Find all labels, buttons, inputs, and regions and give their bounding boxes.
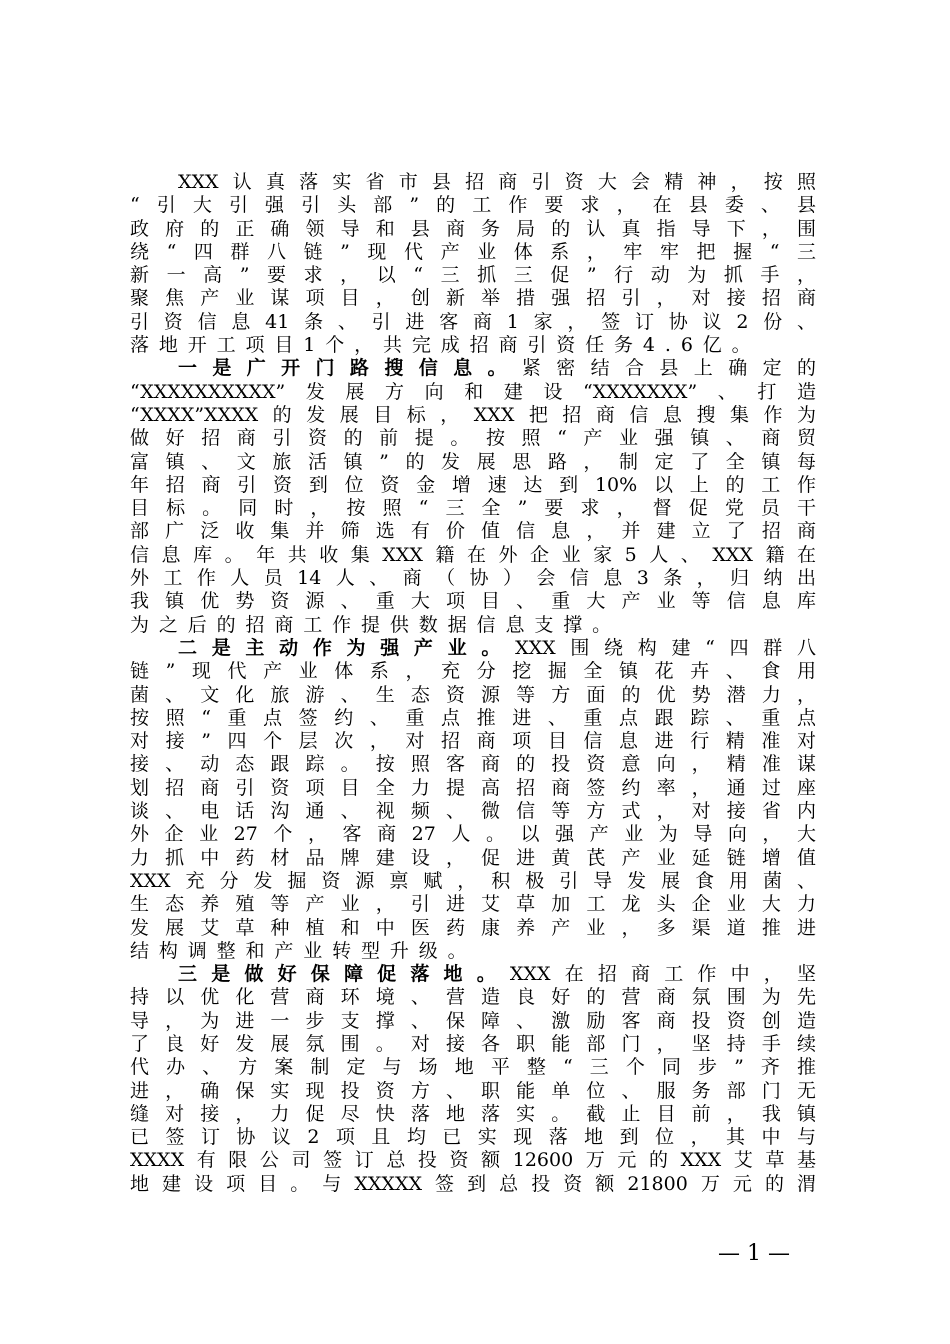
line-text: 新一高”要求，以“三抓三促”行动为抓手， [130,264,816,287]
text-line [130,357,816,380]
line-text: XXX围绕构建“四群八 [515,636,816,659]
line-text: 进，确保实现投资方、职能单位、服务部门无 [130,1079,816,1102]
text-line [130,218,816,241]
text-line [130,823,816,846]
line-text: “XXXX”XXXX的发展目标，XXX把招商信息搜集作为 [130,403,816,426]
text-line [130,287,816,310]
text-line [130,986,816,1009]
text-line [130,1010,816,1033]
text-line [130,684,816,707]
line-text: “引大引强引头部”的工作要求，在县委、县 [130,194,816,217]
text-line [130,707,816,730]
text-line [130,917,816,940]
line-text: 按照“重点签约、重点推进、重点跟踪、重点 [130,706,816,729]
line-text: 部广泛收集并筛选有价值信息，并建立了招商 [130,520,816,543]
line-text: 发展艾草种植和中医药康养产业，多渠道推进 [130,916,816,939]
text-line [130,660,816,683]
line-text: 力抓中药材品牌建设，促进黄芪产业延链增值 [130,846,816,869]
line-text: 生态养殖等产业，引进艾草加工龙头企业大力 [130,893,816,916]
text-line [130,381,816,404]
line-text: 政府的正确领导和县商务局的认真指导下，围 [130,217,816,240]
line-text: 了良好发展氛围。对接各职能部门，坚持手续 [130,1032,816,1055]
text-line [130,847,816,870]
text-line [130,940,816,963]
text-line [130,1080,816,1103]
page-number: — 1 — [718,1241,790,1266]
text-line [130,777,816,800]
text-line [130,893,816,916]
line-text: XXXX有限公司签订总投资额12600万元的XXX艾草基 [130,1149,816,1172]
line-text: 接、动态跟踪。按照客商的投资意向，精准谋 [130,753,816,776]
text-line [130,1056,816,1079]
text-line [130,614,816,637]
text-line [130,520,816,543]
text-line [130,194,816,217]
line-text: 引资信息41条、引进客商1家，签订协议2份、 [130,310,816,333]
text-line [130,963,816,986]
text-line [130,404,816,427]
text-line [130,1033,816,1056]
line-text: 为之后的招商工作提供数据信息支撑。 [130,613,621,636]
section-heading: 三是做好保障促落地。 [178,963,510,986]
line-text: “XXXXXXXXXX”发展方向和建设“XXXXXXX”、打造 [130,380,816,403]
line-text: 结构调整和产业转型升级。 [130,939,477,962]
text-line [130,870,816,893]
line-text: 缝对接，力促尽快落地落实。截止目前，我镇 [130,1102,816,1125]
text-line [130,1126,816,1149]
line-text: 谈、电话沟通、视频、微信等方式，对接省内 [130,800,816,823]
text-line [130,590,816,613]
line-text: 链”现代产业体系，充分挖掘全镇花卉、食用 [130,660,816,683]
line-text: 菌、文化旅游、生态资源等方面的优势潜力， [130,683,816,706]
line-text: 年招商引资到位资金增速达到10%以上的工作 [130,473,816,496]
line-text: 导，为进一步支撑、保障、激励客商投资创造 [130,1009,816,1032]
text-line [130,637,816,660]
section-heading: 一是广开门路搜信息。 [178,357,522,380]
line-text: 聚焦产业谋项目，创新举措强招引，对接招商 [130,287,816,310]
text-line [130,753,816,776]
text-line [130,1149,816,1172]
text-line [130,1103,816,1126]
line-text: 目标。同时，按照“三全”要求，督促党员干 [130,497,816,520]
line-text: 外工作人员14人、商（协）会信息3条，归纳出 [130,567,816,590]
text-line [130,567,816,590]
line-text: 做好招商引资的前提。按照“产业强镇、商贸 [130,427,816,450]
line-text: 外企业27个，客商27人。以强产业为导向，大 [130,823,816,846]
line-text: 我镇优势资源、重大项目、重大产业等信息库 [130,590,816,613]
line-text: 已签订协议2项且均已实现落地到位，其中与 [130,1126,816,1149]
line-text: XXX在招商工作中，坚 [509,963,816,986]
text-line [130,544,816,567]
text-line [130,800,816,823]
line-text: 紧密结合县上确定的 [521,357,816,380]
text-line [130,497,816,520]
line-text: 划招商引资项目全力提高招商签约率，通过座 [130,776,816,799]
text-line [130,427,816,450]
line-text: 绕“四群八链”现代产业体系，牢牢把握“三 [130,240,816,263]
text-line [130,334,816,357]
text-line [130,451,816,474]
text-line [130,1173,816,1196]
line-text: 信息库。年共收集XXX籍在外企业家5人、XXX籍在 [130,543,816,566]
document-body [130,171,816,1196]
line-text: 富镇、文旅活镇”的发展思路，制定了全镇每 [130,450,816,473]
text-line [130,311,816,334]
text-line [130,171,816,194]
text-line [130,241,816,264]
line-text: 对接”四个层次，对招商项目信息进行精准对 [130,730,816,753]
line-text: 落地开工项目1个，共完成招商引资任务4.6亿。 [130,334,761,357]
text-line [130,474,816,497]
line-text: 持以优化营商环境、营造良好的营商氛围为先 [130,986,816,1009]
line-text: 代办、方案制定与场地平整“三个同步”齐推 [130,1056,816,1079]
line-text: XXX认真落实省市县招商引资大会精神，按照 [178,171,816,193]
line-text: 地建设项目。与XXXXX签到总投资额21800万元的渭 [130,1172,816,1195]
section-heading: 二是主动作为强产业。 [178,636,516,659]
line-text: XXX充分发掘资源禀赋，积极引导发展食用菌、 [130,869,816,892]
text-line [130,264,816,287]
text-line [130,730,816,753]
